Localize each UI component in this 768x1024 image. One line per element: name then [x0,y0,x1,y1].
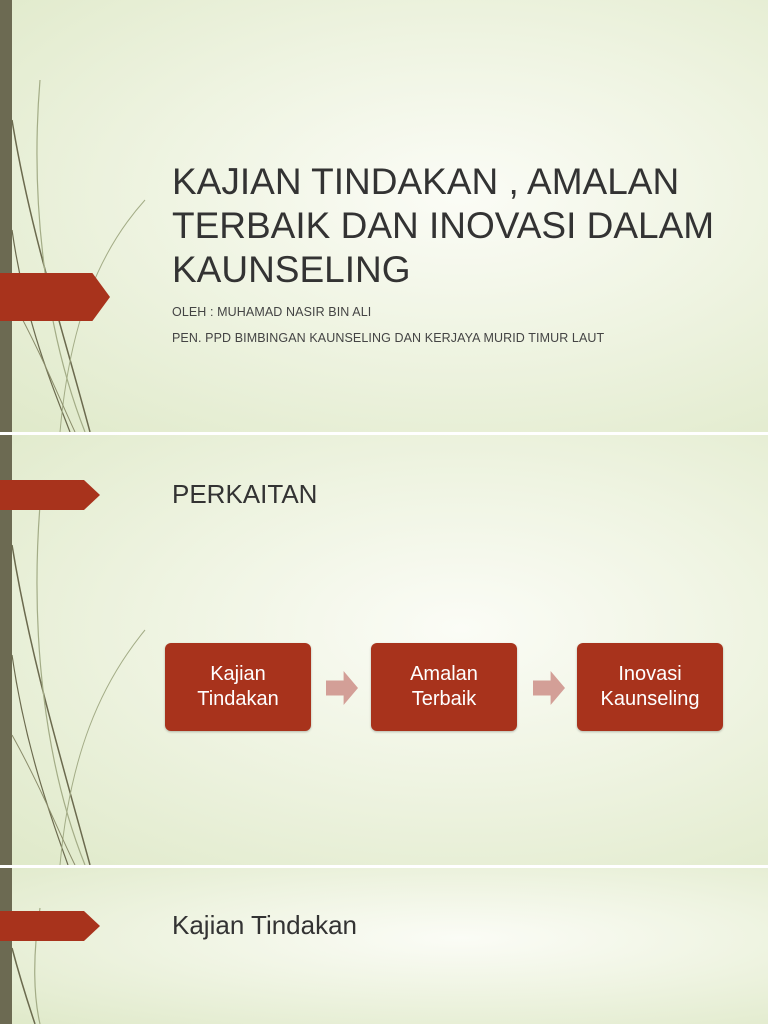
flow-box-label: Inovasi Kaunseling [600,663,700,710]
slide-left-bar [0,0,12,432]
slide-3 [0,868,768,1024]
decorative-curves [0,868,768,1024]
position-line: PEN. PPD BIMBINGAN KAUNSELING DAN KERJAYA MURID TIMUR LAUT [172,331,605,345]
section-title: PERKAITAN [172,479,318,509]
slide-left-bar [0,868,12,1024]
flow-box-label: Kajian Tindakan [197,663,279,710]
section-title: Kajian Tindakan [172,910,358,940]
page-title: KAJIAN TINDAKAN , AMALAN TERBAIK DAN INOVASI DALAM KAUNSELING [172,161,715,290]
flow-box-label: Amalan Terbaik [410,663,478,710]
flow-box-inovasi-kaunseling [577,643,723,731]
slide-1 [0,0,768,432]
flow-box-amalan-terbaik [371,643,517,731]
title-tab-arrow [0,273,110,321]
title-tab-arrow [0,911,100,941]
author-line: OLEH : MUHAMAD NASIR BIN ALI [172,305,372,319]
title-tab-arrow [0,480,100,510]
flow-box-kajian-tindakan [165,643,311,731]
